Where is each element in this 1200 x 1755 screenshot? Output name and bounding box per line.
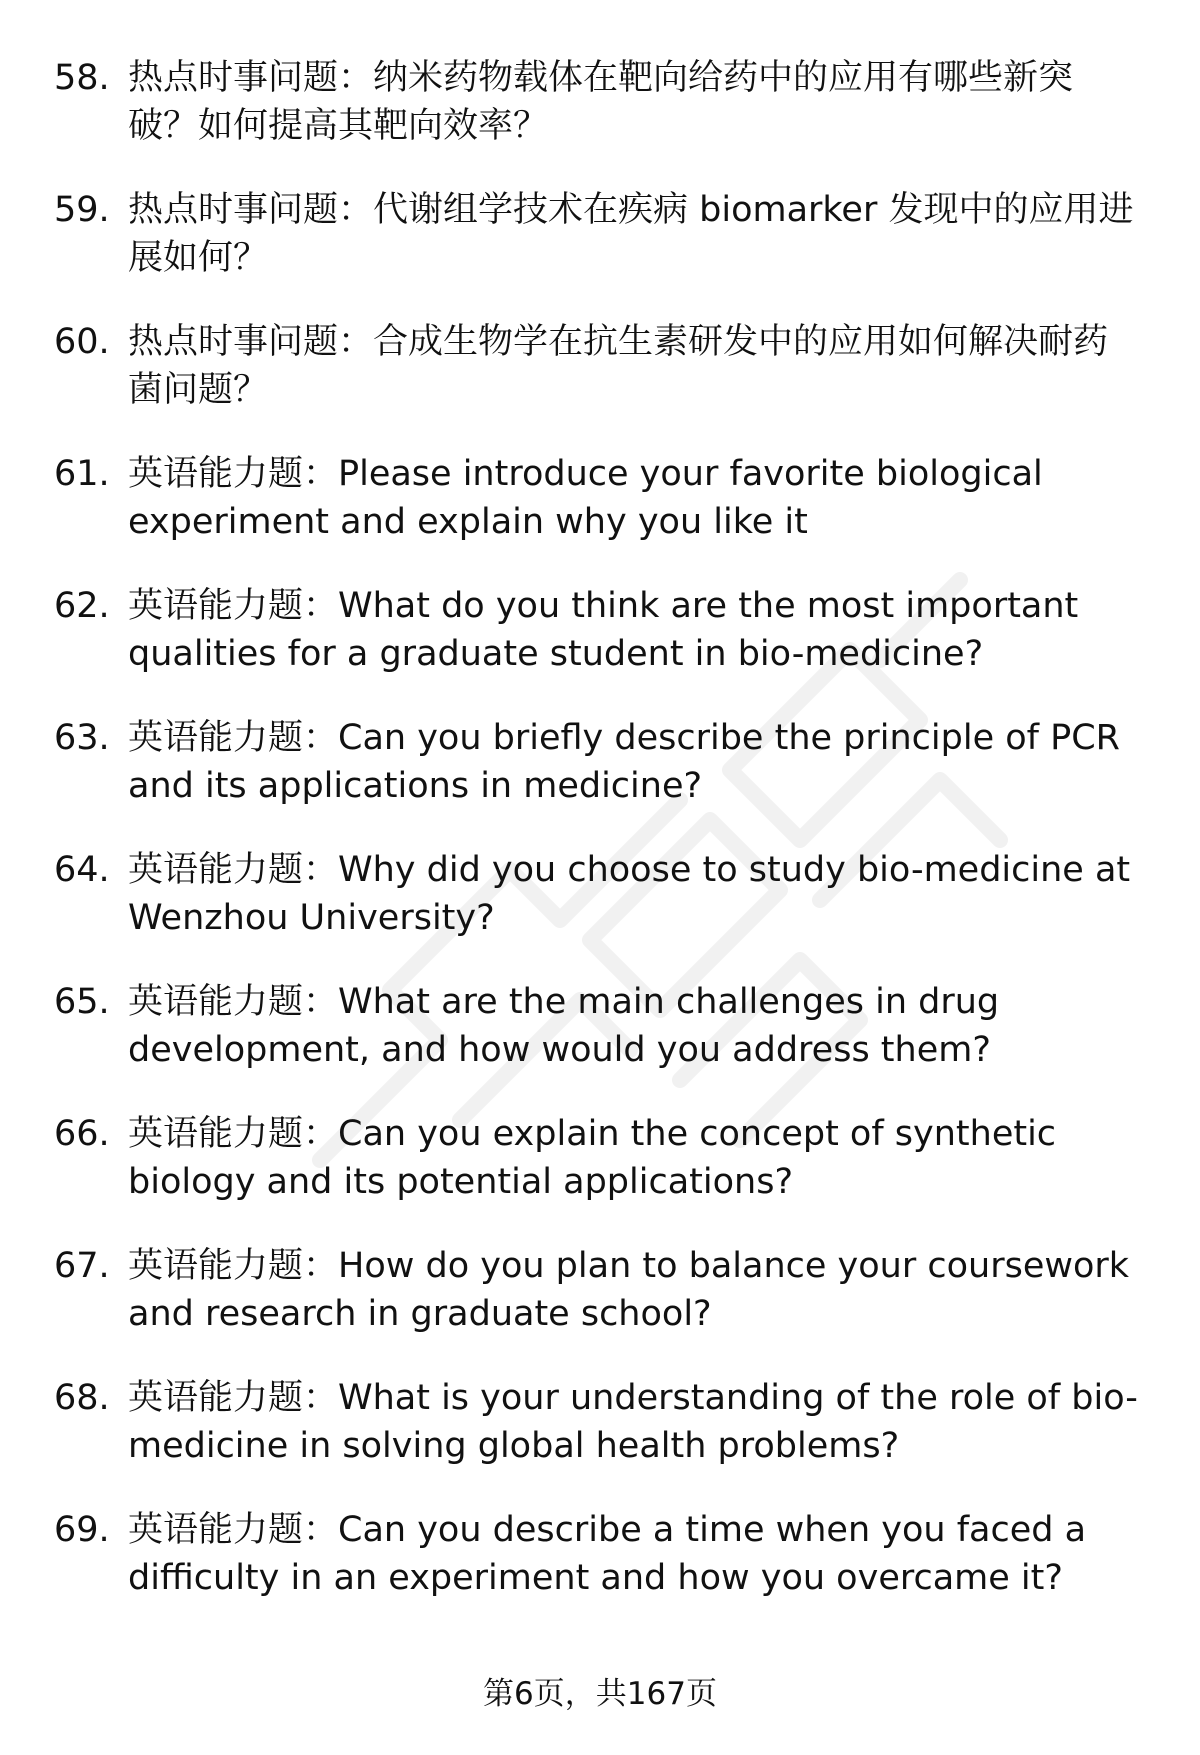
question-text	[128, 1242, 1158, 1338]
question-number: 61.	[54, 454, 110, 494]
question-text-line: 英语能力题：How do you plan to balance your coursework	[128, 1246, 1130, 1286]
question-text-line: difficulty in an experiment and how you overcame it?	[128, 1558, 1063, 1598]
question-text	[128, 714, 1158, 810]
question-text-line: 热点时事问题：合成生物学在抗生素研发中的应用如何解决耐药	[128, 322, 1109, 362]
question-number: 59.	[54, 190, 110, 230]
question-text	[128, 450, 1158, 546]
question-text-line: development, and how would you address them?	[128, 1030, 991, 1070]
question-text-line: 英语能力题：Can you briefly describe the principle of PCR	[128, 718, 1120, 758]
question-number: 68.	[54, 1378, 110, 1418]
question-number: 69.	[54, 1510, 110, 1550]
question-number: 60.	[54, 322, 110, 362]
question-text-line: 英语能力题：Please introduce your favorite biological	[128, 454, 1043, 494]
question-text	[128, 1374, 1158, 1470]
question-text	[128, 1506, 1158, 1602]
question-number: 58.	[54, 58, 110, 98]
question-text-line: 展如何？	[128, 238, 269, 278]
question-text-line: qualities for a graduate student in bio-medicine?	[128, 634, 984, 674]
question-text-line: 英语能力题：What are the main challenges in drug	[128, 982, 1000, 1022]
question-text-line: biology and its potential applications?	[128, 1162, 794, 1202]
question-text-line: 英语能力题：Why did you choose to study bio-medicine at	[128, 850, 1131, 890]
question-text	[128, 186, 1158, 282]
question-number: 64.	[54, 850, 110, 890]
question-text	[128, 582, 1158, 678]
question-number: 67.	[54, 1246, 110, 1286]
question-text-line: 英语能力题：What do you think are the most important	[128, 586, 1079, 626]
question-text-line: medicine in solving global health problems?	[128, 1426, 900, 1466]
question-text-line: 英语能力题：What is your understanding of the role of bio-	[128, 1378, 1138, 1418]
question-number: 66.	[54, 1114, 110, 1154]
question-text-line: 英语能力题：Can you explain the concept of synthetic	[128, 1114, 1057, 1154]
question-text-line: Wenzhou University?	[128, 898, 495, 938]
question-text	[128, 978, 1158, 1074]
page-footer	[0, 1672, 1200, 1716]
question-number: 65.	[54, 982, 110, 1022]
question-text	[128, 1110, 1158, 1206]
question-text	[128, 318, 1158, 414]
page-number-label: 第6页，共167页	[483, 1676, 717, 1712]
question-number: 63.	[54, 718, 110, 758]
question-text-line: 菌问题？	[128, 370, 269, 410]
question-text-line: 破？如何提高其靶向效率？	[128, 106, 549, 146]
question-text	[128, 846, 1158, 942]
question-text	[128, 54, 1158, 150]
question-text-line: and its applications in medicine?	[128, 766, 703, 806]
question-text-line: experiment and explain why you like it	[128, 502, 808, 542]
question-text-line: 英语能力题：Can you describe a time when you faced a	[128, 1510, 1087, 1550]
question-text-line: 热点时事问题：代谢组学技术在疾病 biomarker 发现中的应用进	[128, 190, 1134, 230]
question-text-line: and research in graduate school?	[128, 1294, 712, 1334]
question-text-line: 热点时事问题：纳米药物载体在靶向给药中的应用有哪些新突	[128, 58, 1074, 98]
question-number: 62.	[54, 586, 110, 626]
